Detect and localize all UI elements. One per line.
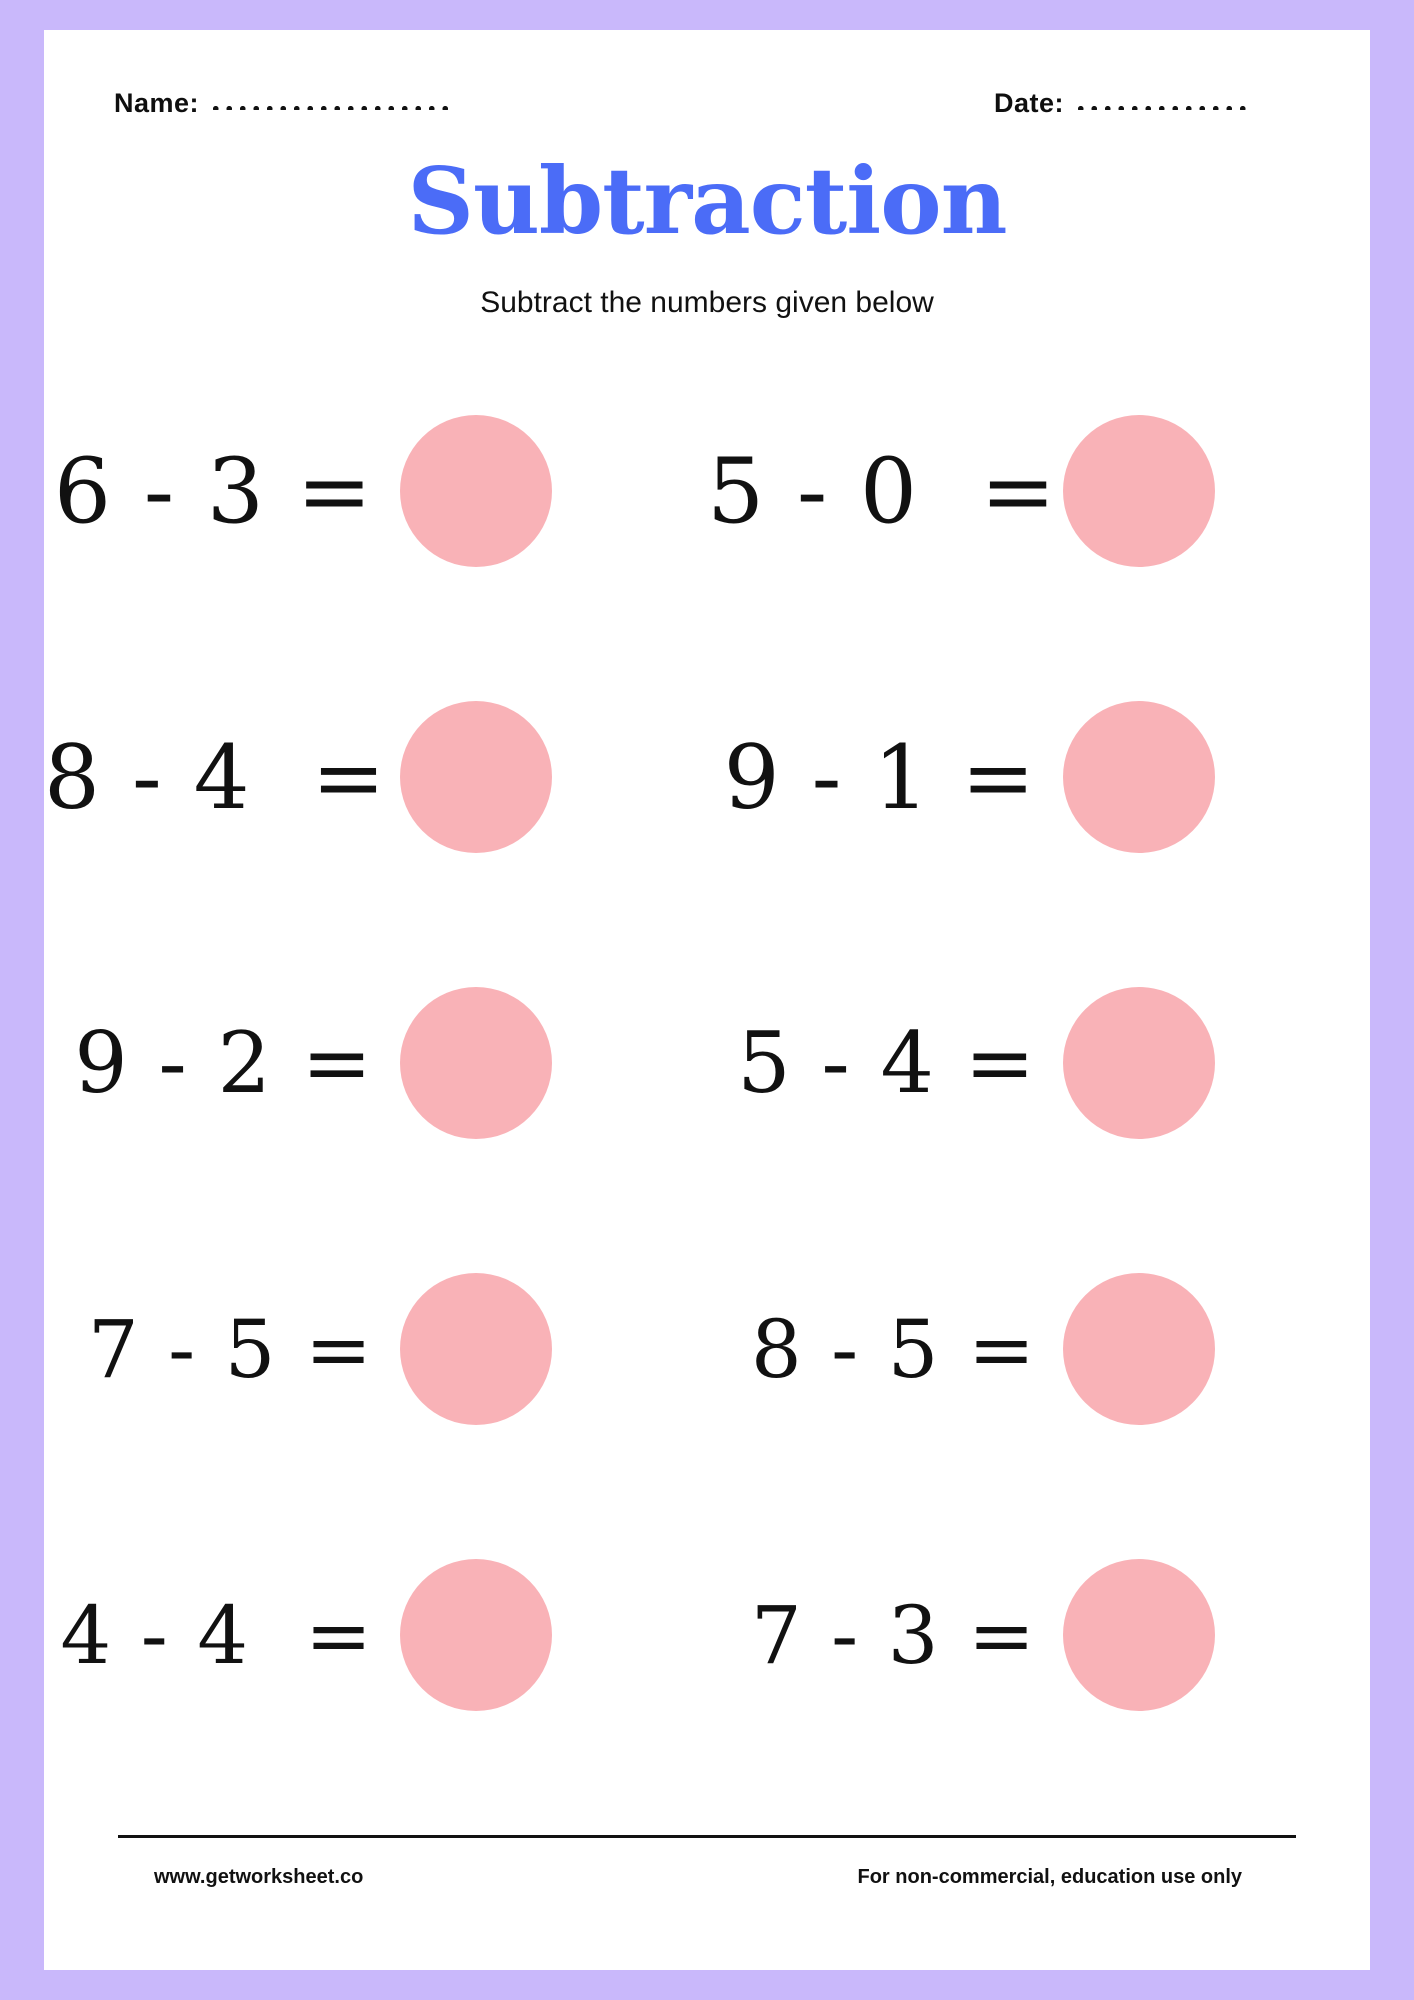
footer-divider [118,1835,1296,1838]
worksheet-header [44,88,1370,148]
answer-circle[interactable] [1063,987,1215,1139]
page-title: Subtraction [407,147,1007,255]
answer-circle[interactable] [1063,1273,1215,1425]
problem-row [44,1206,1370,1492]
worksheet-page [44,30,1370,1970]
problem-row [44,634,1370,920]
name-label: Name: [114,88,200,118]
problem-expression: 6 - 3 = [53,438,374,544]
problem-item [707,634,1370,920]
problem-item [707,348,1370,634]
problem-item [44,920,707,1206]
problem-expression: 7 - 5 = [87,1302,374,1396]
problem-row [44,1492,1370,1778]
answer-circle[interactable] [1063,415,1215,567]
page-subtitle: Subtract the numbers given below [480,286,934,319]
footer-site-url[interactable]: www.getworksheet.co [154,1866,364,1888]
name-field-group [114,88,454,119]
answer-circle[interactable] [400,415,552,567]
problem-item [44,1206,707,1492]
answer-circle[interactable] [1063,701,1215,853]
date-label: Date: [994,88,1065,118]
worksheet-footer [118,1866,1296,1906]
answer-circle[interactable] [400,701,552,853]
footer-usage-notice: For non-commercial, education use only [857,1866,1242,1888]
problem-expression: 4 - 4 = [60,1588,374,1682]
problem-expression: 9 - 1 = [723,725,1037,829]
problem-expression: 5 - 0 = [707,438,1058,544]
problem-item [707,1206,1370,1492]
problem-expression: 5 - 4 = [737,1014,1037,1112]
problem-expression: 9 - 2 = [74,1014,374,1112]
problem-item [44,1492,707,1778]
answer-circle[interactable] [400,1559,552,1711]
problem-expression: 8 - 5 = [750,1302,1037,1396]
problem-item [707,1492,1370,1778]
name-input-line[interactable] [209,102,454,110]
answer-circle[interactable] [400,1273,552,1425]
problem-row [44,348,1370,634]
answer-circle[interactable] [400,987,552,1139]
problem-item [44,634,707,920]
problem-item [44,348,707,634]
problem-grid [44,348,1370,1778]
answer-circle[interactable] [1063,1559,1215,1711]
problem-expression: 8 - 4 = [44,725,388,829]
date-field-group [994,88,1249,119]
date-input-line[interactable] [1074,102,1249,110]
problem-item [707,920,1370,1206]
problem-row [44,920,1370,1206]
problem-expression: 7 - 3 = [750,1588,1037,1682]
